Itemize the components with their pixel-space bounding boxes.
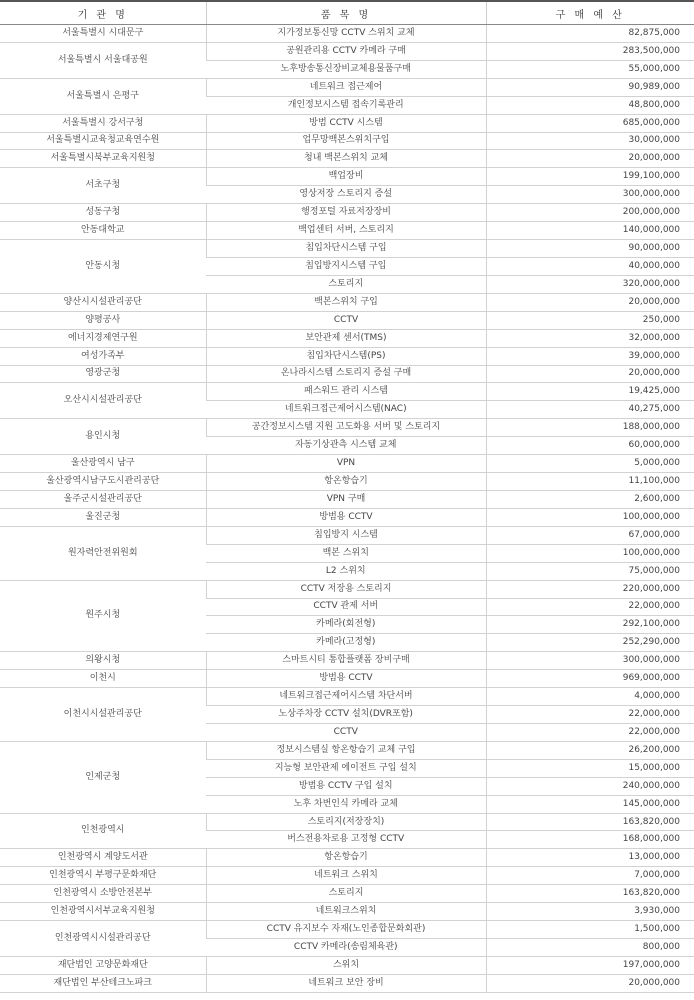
table-row	[0, 903, 694, 921]
table-row	[0, 240, 694, 258]
org-cell: 서울특별시 시대문구	[0, 25, 206, 43]
item-cell: 항온항습기	[206, 473, 486, 491]
table-row	[0, 741, 694, 759]
item-cell: 항온항습기	[206, 849, 486, 867]
org-cell: 울진군청	[0, 508, 206, 526]
item-cell: 행정포털 자료저장장비	[206, 204, 486, 222]
table-row	[0, 132, 694, 150]
budget-cell: 75,000,000	[486, 562, 694, 580]
org-cell: 인천광역시 부평구문화재단	[0, 867, 206, 885]
item-cell: 공간정보시스템 지원 고도화용 서버 및 스토리지	[206, 419, 486, 437]
budget-cell: 26,200,000	[486, 741, 694, 759]
item-cell: 백업센터 서버, 스토리지	[206, 222, 486, 240]
org-cell: 안동시청	[0, 240, 206, 294]
budget-cell: 20,000,000	[486, 365, 694, 383]
item-cell: 스토리지	[206, 275, 486, 293]
org-cell: 용인시청	[0, 419, 206, 455]
table-row	[0, 293, 694, 311]
item-cell: 백업장비	[206, 168, 486, 186]
table-row	[0, 956, 694, 974]
item-cell: VPN 구매	[206, 490, 486, 508]
item-cell: 네트워크 접근제어	[206, 78, 486, 96]
item-cell: 노후 차번인식 카메라 교체	[206, 795, 486, 813]
item-cell: 스위치	[206, 956, 486, 974]
item-cell: 개인정보시스템 접속기록관리	[206, 96, 486, 114]
item-cell: 방범 CCTV 시스템	[206, 114, 486, 132]
org-cell: 이천시	[0, 670, 206, 688]
table-row	[0, 311, 694, 329]
table-row	[0, 168, 694, 186]
org-cell: 성동구청	[0, 204, 206, 222]
budget-cell: 197,000,000	[486, 956, 694, 974]
header-row	[0, 1, 694, 25]
item-cell: 청내 백본스위치 교체	[206, 150, 486, 168]
table-row	[0, 25, 694, 43]
budget-cell: 40,275,000	[486, 401, 694, 419]
budget-cell: 168,000,000	[486, 831, 694, 849]
org-cell: 인제군청	[0, 741, 206, 813]
item-cell: 보안관제 센서(TMS)	[206, 329, 486, 347]
item-cell: 버스전용차로용 고정형 CCTV	[206, 831, 486, 849]
org-cell: 여성가족부	[0, 347, 206, 365]
item-cell: 영상저장 스토리지 증설	[206, 186, 486, 204]
item-cell: 방범용 CCTV 구입 설치	[206, 777, 486, 795]
header-org: 기 관 명	[0, 1, 206, 25]
item-cell: 스마트시티 통합플랫폼 장비구매	[206, 652, 486, 670]
budget-cell: 82,875,000	[486, 25, 694, 43]
budget-cell: 20,000,000	[486, 293, 694, 311]
budget-cell: 40,000,000	[486, 257, 694, 275]
table-row	[0, 150, 694, 168]
table-row	[0, 652, 694, 670]
budget-cell: 252,290,000	[486, 634, 694, 652]
org-cell: 서울특별시교육청교육연수원	[0, 132, 206, 150]
item-cell: CCTV 카메라(송림체육관)	[206, 939, 486, 957]
org-cell: 에너지경제연구원	[0, 329, 206, 347]
item-cell: CCTV 저장용 스토리지	[206, 580, 486, 598]
table-row	[0, 885, 694, 903]
header-budget: 구 매 예 산	[486, 1, 694, 25]
budget-cell: 55,000,000	[486, 60, 694, 78]
table-row	[0, 688, 694, 706]
budget-cell: 300,000,000	[486, 186, 694, 204]
table-row	[0, 365, 694, 383]
item-cell: 방범용 CCTV	[206, 670, 486, 688]
budget-cell: 22,000,000	[486, 706, 694, 724]
table-row	[0, 383, 694, 401]
table-row	[0, 42, 694, 60]
table-row	[0, 222, 694, 240]
org-cell: 서울특별시 강서구청	[0, 114, 206, 132]
budget-cell: 220,000,000	[486, 580, 694, 598]
budget-cell: 320,000,000	[486, 275, 694, 293]
org-cell: 양산시시설관리공단	[0, 293, 206, 311]
org-cell: 안동대학교	[0, 222, 206, 240]
item-cell: VPN	[206, 455, 486, 473]
org-cell: 울주군시설관리공단	[0, 490, 206, 508]
org-cell: 원주시청	[0, 580, 206, 652]
budget-cell: 7,000,000	[486, 867, 694, 885]
budget-cell: 4,000,000	[486, 688, 694, 706]
table-row	[0, 490, 694, 508]
item-cell: 카메라(고정형)	[206, 634, 486, 652]
budget-cell: 163,820,000	[486, 885, 694, 903]
table-row	[0, 974, 694, 992]
item-cell: 스토리지(저장장치)	[206, 813, 486, 831]
item-cell: 침입차단시스템(PS)	[206, 347, 486, 365]
table-row	[0, 329, 694, 347]
budget-cell: 1,500,000	[486, 921, 694, 939]
budget-cell: 19,425,000	[486, 383, 694, 401]
budget-cell: 800,000	[486, 939, 694, 957]
item-cell: 자동기상관측 시스템 교체	[206, 437, 486, 455]
budget-cell: 39,000,000	[486, 347, 694, 365]
table-row	[0, 455, 694, 473]
org-cell: 이천시시설관리공단	[0, 688, 206, 742]
budget-cell: 100,000,000	[486, 508, 694, 526]
org-cell: 인천광역시서부교육지원청	[0, 903, 206, 921]
budget-cell: 30,000,000	[486, 132, 694, 150]
item-cell: CCTV 유지보수 자재(노인종합문화회관)	[206, 921, 486, 939]
budget-cell: 188,000,000	[486, 419, 694, 437]
org-cell: 오산시시설관리공단	[0, 383, 206, 419]
org-cell: 재단법인 부산테크노파크	[0, 974, 206, 992]
item-cell: 네트워크접근제어시스템 차단서버	[206, 688, 486, 706]
org-cell: 울산광역시남구도시관리공단	[0, 473, 206, 491]
budget-cell: 292,100,000	[486, 616, 694, 634]
table-row	[0, 78, 694, 96]
table-row	[0, 114, 694, 132]
table-row	[0, 921, 694, 939]
table-row	[0, 347, 694, 365]
item-cell: 노후방송통신장비교체용물품구매	[206, 60, 486, 78]
org-cell: 울산광역시 남구	[0, 455, 206, 473]
item-cell: 공원관리용 CCTV 카메라 구매	[206, 42, 486, 60]
table-row	[0, 580, 694, 598]
item-cell: 정보시스템실 항온항습기 교체 구입	[206, 741, 486, 759]
budget-cell: 283,500,000	[486, 42, 694, 60]
budget-cell: 199,100,000	[486, 168, 694, 186]
org-cell: 인천광역시 소방안전본부	[0, 885, 206, 903]
budget-cell: 5,000,000	[486, 455, 694, 473]
budget-cell: 685,000,000	[486, 114, 694, 132]
budget-cell: 22,000,000	[486, 598, 694, 616]
budget-cell: 140,000,000	[486, 222, 694, 240]
budget-cell: 300,000,000	[486, 652, 694, 670]
org-cell: 서초구청	[0, 168, 206, 204]
budget-cell: 3,930,000	[486, 903, 694, 921]
item-cell: 노상주차장 CCTV 설치(DVR포함)	[206, 706, 486, 724]
table-row	[0, 813, 694, 831]
item-cell: 네트워크접근제어시스템(NAC)	[206, 401, 486, 419]
org-cell: 재단법인 고양문화재단	[0, 956, 206, 974]
budget-cell: 250,000	[486, 311, 694, 329]
budget-cell: 20,000,000	[486, 150, 694, 168]
org-cell: 인천광역시	[0, 813, 206, 849]
budget-cell: 145,000,000	[486, 795, 694, 813]
item-cell: CCTV	[206, 311, 486, 329]
budget-cell: 22,000,000	[486, 723, 694, 741]
item-cell: 침입차단시스템 구입	[206, 240, 486, 258]
item-cell: CCTV	[206, 723, 486, 741]
budget-cell: 969,000,000	[486, 670, 694, 688]
org-cell: 양평공사	[0, 311, 206, 329]
org-cell: 서울특별시 서울대공원	[0, 42, 206, 78]
item-cell: 카메라(회전형)	[206, 616, 486, 634]
budget-cell: 13,000,000	[486, 849, 694, 867]
table-row	[0, 849, 694, 867]
budget-cell: 2,600,000	[486, 490, 694, 508]
item-cell: 지가정보통신망 CCTV 스위치 교체	[206, 25, 486, 43]
budget-cell: 15,000,000	[486, 759, 694, 777]
org-cell: 인천광역시시설관리공단	[0, 921, 206, 957]
org-cell: 인천광역시 계양도서관	[0, 849, 206, 867]
budget-cell: 90,989,000	[486, 78, 694, 96]
item-cell: 백본 스위치	[206, 544, 486, 562]
item-cell: 백본스위치 구입	[206, 293, 486, 311]
budget-cell: 163,820,000	[486, 813, 694, 831]
table-row	[0, 526, 694, 544]
item-cell: 패스워드 관리 시스템	[206, 383, 486, 401]
table-row	[0, 204, 694, 222]
org-cell: 영광군청	[0, 365, 206, 383]
item-cell: 온나라시스템 스토리지 증설 구매	[206, 365, 486, 383]
item-cell: 네트워크 스위치	[206, 867, 486, 885]
budget-cell: 100,000,000	[486, 544, 694, 562]
item-cell: 방범용 CCTV	[206, 508, 486, 526]
table-row	[0, 473, 694, 491]
table-row	[0, 867, 694, 885]
item-cell: 업무망백본스위치구입	[206, 132, 486, 150]
budget-cell: 60,000,000	[486, 437, 694, 455]
org-cell: 서울특별시북부교육지원청	[0, 150, 206, 168]
table-row	[0, 508, 694, 526]
header-item: 품 목 명	[206, 1, 486, 25]
table-row	[0, 419, 694, 437]
budget-cell: 32,000,000	[486, 329, 694, 347]
budget-cell: 240,000,000	[486, 777, 694, 795]
item-cell: 네트워크스위치	[206, 903, 486, 921]
item-cell: 네트워크 보안 장비	[206, 974, 486, 992]
budget-cell: 48,800,000	[486, 96, 694, 114]
table-row	[0, 670, 694, 688]
item-cell: L2 스위치	[206, 562, 486, 580]
item-cell: 침입방지 시스템	[206, 526, 486, 544]
org-cell: 원자력안전위원회	[0, 526, 206, 580]
item-cell: 지능형 보안관제 에이전트 구입 설치	[206, 759, 486, 777]
table-body	[0, 25, 694, 993]
budget-cell: 90,000,000	[486, 240, 694, 258]
org-cell: 서울특별시 은평구	[0, 78, 206, 114]
budget-cell: 11,100,000	[486, 473, 694, 491]
budget-cell: 67,000,000	[486, 526, 694, 544]
org-cell: 의왕시청	[0, 652, 206, 670]
item-cell: 침입방지시스템 구입	[206, 257, 486, 275]
item-cell: CCTV 관제 서버	[206, 598, 486, 616]
budget-cell: 20,000,000	[486, 974, 694, 992]
budget-cell: 200,000,000	[486, 204, 694, 222]
item-cell: 스토리지	[206, 885, 486, 903]
